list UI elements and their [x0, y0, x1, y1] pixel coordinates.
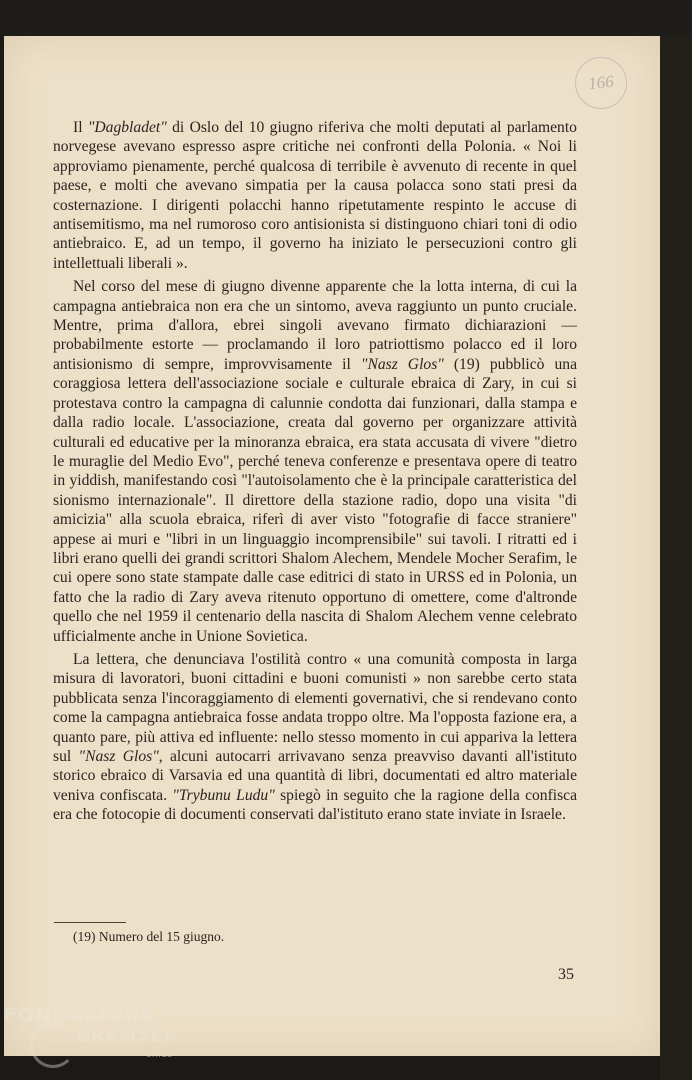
text-run: spiegò in seguito che la ragione della confisca era che fotocopie di documenti conservati dal'istituto erano state inviate in Israele. — [53, 786, 578, 824]
page-number: 35 — [558, 966, 574, 983]
body-text — [53, 118, 577, 829]
archive-stamp-number: 166 — [587, 71, 615, 94]
italic-title: "Nasz Glos" — [360, 355, 444, 373]
footnote-rule — [54, 922, 126, 923]
paragraph-3 — [53, 650, 577, 825]
italic-title: "Dagbladet" — [87, 119, 167, 136]
text-run: (19) pubblicò una coraggiosa lettera dell'associazione sociale e culturale ebraica di Zary, in cui si protestava contro la campagna di calunnie condotta dai funzionari, dalla stampa e dalla radio locale. L'associazione, creata dal governo per organizzare attività culturali ed educative per la minoranza ebraica, era stata accusata di vivere "dietro le muraglie del Medio Evo", perché teneva conferenze e presentava opere di teatro in yiddish, manifestando così "l'autoisolamento che è la principale caratteristica del sionismo internazionale". Il direttore della stazione radio, dopo una visita "di amicizia" alla scuola ebraica, riferì di aver visto "fotografie di facce straniere" appese ai muri e "libri in un linguaggio incomprensibile" sui tavoli. I ritratti ed i libri erano quelli dei grandi scrittori Shalom Alechem, Mendele Mocher Serafim, le cui opere sono state stampate dalle case editrici di stato in URSS ed in Polonia, un fatto che la radio di Zary aveva ritenuto opportuno di omettere, come d'altronde quello che nel 1959 il centenario della nascita di Shalom Alechem venne celebrato ufficialmente anche in Unione Sovietica. — [53, 355, 578, 645]
text-run: Il — [73, 119, 88, 136]
italic-title: "Nasz Glos" — [78, 748, 159, 765]
paragraph-2 — [53, 277, 577, 646]
scan-top-edge — [0, 0, 692, 36]
watermark — [4, 1004, 173, 1060]
text-run: , alcuni autocarri arrivavano senza preavviso davanti all'istituto storico ebraico di Varsavia ed una quantità di libri, documentati ed altro materiale veniva confiscata. — [53, 748, 577, 804]
text-run: Nel corso del mese di giugno divenne apparente che la lotta interna, di cui la campagna antiebraica non era che un sintomo, aveva raggiunto un punto cruciale. Mentre, prima d'allora, ebrei singoli avevano firmato dichiarazioni — probabilmente estorte — proclamando il loro patriottismo polacco ed il loro antisionismo di sempre, improvvisamente il — [53, 278, 577, 373]
italic-title: "Trybunu Ludu" — [172, 786, 275, 804]
scan-right-edge — [660, 36, 692, 1080]
footnote: (19) Numero del 15 giugno. — [73, 929, 225, 944]
paragraph-1 — [53, 118, 577, 273]
watermark-line-3: onlus — [146, 1050, 173, 1060]
text-run: di Oslo del 10 giugno riferiva che molti deputati al parlamento norvegese avevano espresso aspre critiche nei confronti della Polonia. « Noi li approviamo pienamente, perché qualcosa di terribile è avvenuto di recente in quel paese, e molti che avevano simpatia per la causa polacca sono stati presi da costernazione. I dirigenti polacchi hanno ripetutamente respinto le accuse di antisemitismo, ma nel rumoroso coro antisionista si distinguono chiari toni di odio antiebraico. E, ad un tempo, il governo ha iniziato le persecuzioni contro gli intellettuali liberali ». — [53, 119, 577, 272]
text-run: La lettera, che denunciava l'ostilità contro « una comunità composta in larga misura di lavoratori, buoni cittadini e buoni comunisti » non sarebbe certo stata pubblicata senza l'incoraggiamento di elementi governativi, che si rendevano conto come la campagna antiebraica fosse andata troppo oltre. Ma l'opposta fazione era, a quanto pare, più attiva ed influente: nello stesso momento in cui appariva la lettera sul — [53, 650, 577, 765]
watermark-line-2: GRAMSCI — [76, 1026, 172, 1046]
watermark-logo-icon — [30, 1022, 76, 1068]
watermark-line-1: FONDAZIONE — [4, 1004, 156, 1026]
